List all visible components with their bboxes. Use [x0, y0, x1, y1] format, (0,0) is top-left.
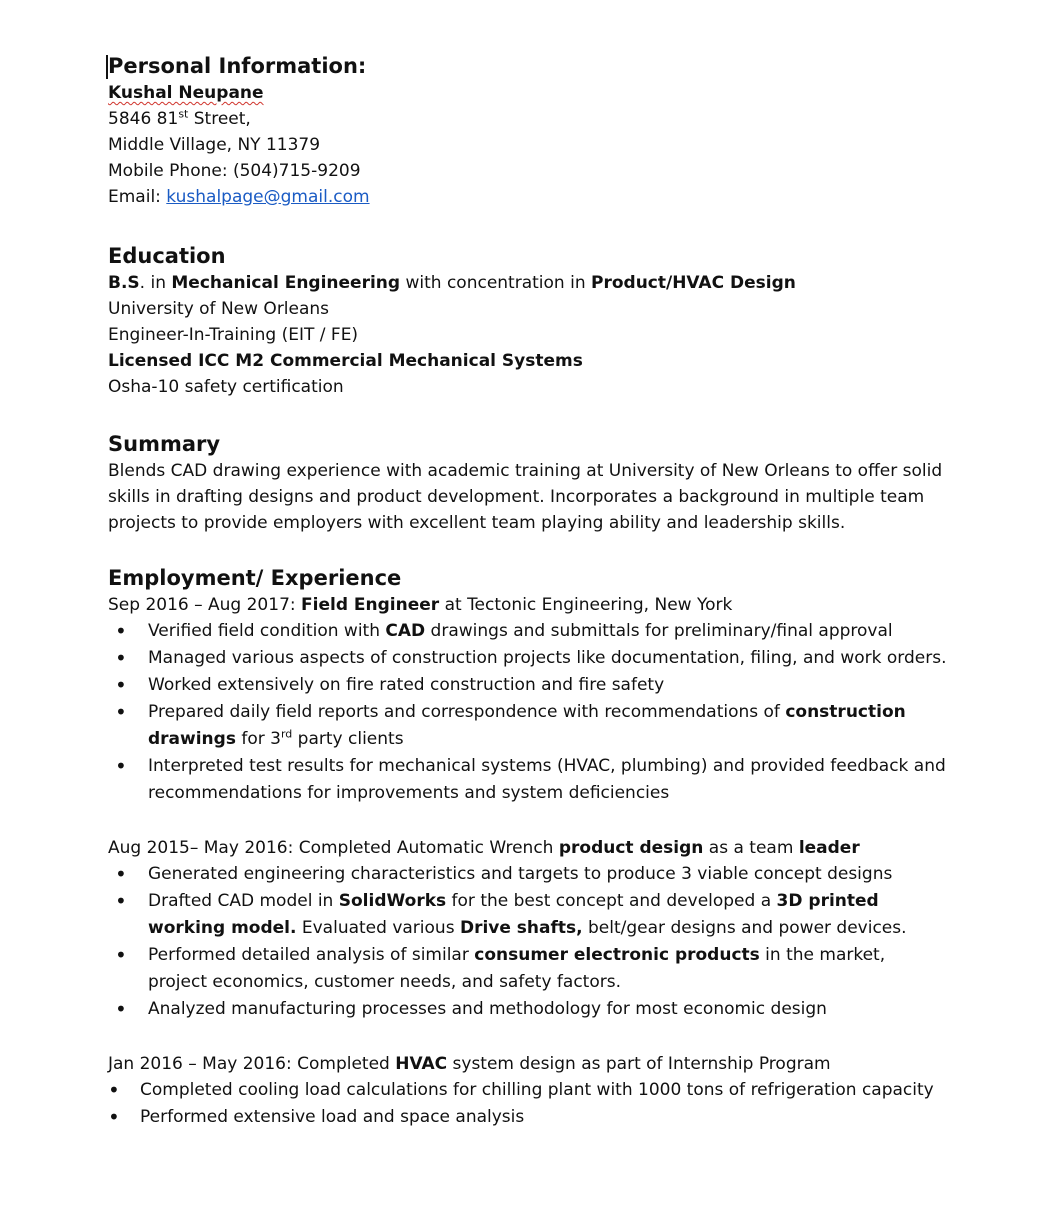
job-wrench-bullets: [108, 861, 988, 1023]
email-line: [108, 184, 988, 210]
job-hvac-title: Jan 2016 – May 2016: Completed HVAC system design as part of Internship Program: [108, 1054, 831, 1074]
job-hvac-bullets: [108, 1077, 988, 1131]
resume-document: [108, 52, 988, 1131]
list-item: • Performed extensive load and space analysis: [108, 1104, 950, 1131]
summary-section: [108, 430, 988, 536]
address-city: Middle Village, NY 11379: [108, 135, 321, 155]
education-heading: Education: [108, 244, 226, 268]
summary-text: Blends CAD drawing experience with academic training at University of New Orleans to offer solid skills in drafting designs and product development. Incorporates a background in multiple team projects to provide employers with excellent team playing ability and leadership skills.: [108, 461, 943, 533]
list-item: • Drafted CAD model in SolidWorks for the best concept and developed a 3D printed working model. Evaluated various Drive shafts, belt/gear designs and power devices.: [108, 888, 948, 942]
name-text: Kushal Neupane: [108, 83, 264, 103]
job-field-engineer-bullets: [108, 618, 988, 807]
address-street: 5846 81st Street,: [108, 107, 251, 129]
mobile-phone: Mobile Phone: (504)715-9209: [108, 161, 361, 181]
job-field-engineer-title: Sep 2016 – Aug 2017: Field Engineer at Tectonic Engineering, New York: [108, 595, 733, 615]
education-section: [108, 242, 988, 400]
eit-certification: Engineer-In-Training (EIT / FE): [108, 325, 359, 345]
job-wrench-title: Aug 2015– May 2016: Completed Automatic Wrench product design as a team leader: [108, 838, 860, 858]
list-item: • Worked extensively on fire rated construction and fire safety: [108, 672, 948, 699]
list-item: • Prepared daily field reports and correspondence with recommendations of construction drawings for 3rd party clients: [108, 699, 948, 753]
experience-section: [108, 564, 988, 1131]
list-item: • Performed detailed analysis of similar consumer electronic products in the market, project economics, customer needs, and safety factors.: [108, 942, 948, 996]
summary-heading: Summary: [108, 432, 221, 456]
email-link[interactable]: kushalpage@gmail.com: [166, 187, 370, 207]
personal-information-heading: Personal Information:: [108, 54, 367, 78]
list-item: • Analyzed manufacturing processes and methodology for most economic design: [108, 996, 948, 1023]
list-item: • Managed various aspects of construction projects like documentation, filing, and work orders.: [108, 645, 948, 672]
school-name: University of New Orleans: [108, 299, 330, 319]
experience-heading: Employment/ Experience: [108, 566, 402, 590]
list-item: • Completed cooling load calculations for chilling plant with 1000 tons of refrigeration capacity: [108, 1077, 950, 1104]
candidate-name: [108, 80, 988, 106]
list-item: • Interpreted test results for mechanical systems (HVAC, plumbing) and provided feedback and recommendations for improvements and system deficiencies: [108, 753, 948, 807]
list-item: • Verified field condition with CAD drawings and submittals for preliminary/final approval: [108, 618, 948, 645]
personal-information-section: [108, 52, 988, 210]
degree-line: B.S. in Mechanical Engineering with concentration in Product/HVAC Design: [108, 273, 796, 293]
email-label: Email:: [108, 187, 167, 207]
license-line: Licensed ICC M2 Commercial Mechanical Systems: [108, 351, 583, 371]
osha-certification: Osha-10 safety certification: [108, 377, 344, 397]
list-item: • Generated engineering characteristics and targets to produce 3 viable concept designs: [108, 861, 948, 888]
